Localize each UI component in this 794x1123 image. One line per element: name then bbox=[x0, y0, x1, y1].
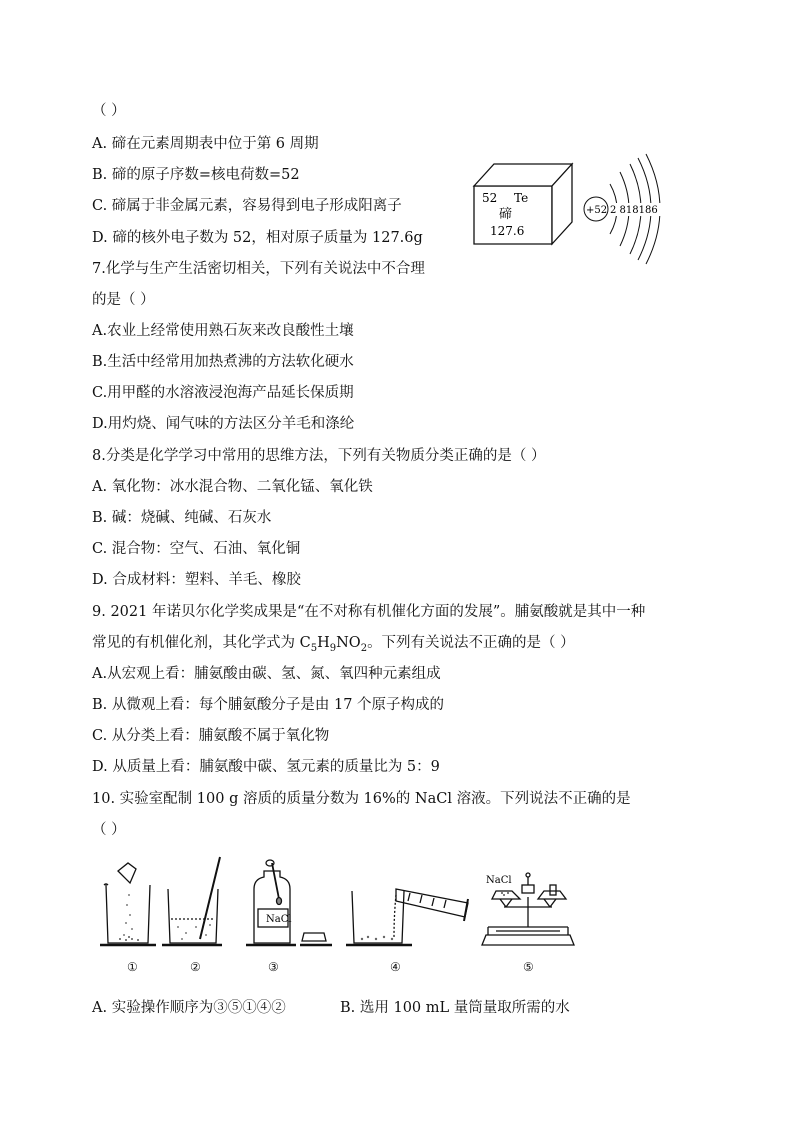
element-name: 碲 bbox=[499, 207, 513, 222]
caption-5: ⑤ bbox=[523, 960, 534, 974]
q8-option-d: D. 合成材料：塑料、羊毛、橡胶 bbox=[92, 572, 301, 588]
q10-option-b: B. 选用 100 mL 量筒量取所需的水 bbox=[340, 1000, 570, 1016]
q9-option-b: B. 从微观上看：每个脯氨酸分子是由 17 个原子构成的 bbox=[92, 697, 445, 713]
caption-1: ① bbox=[127, 960, 138, 974]
q7-option-a: A.农业上经常使用熟石灰来改良酸性土壤 bbox=[92, 323, 354, 339]
q7-option-b: B.生活中经常用加热煮沸的方法软化硬水 bbox=[92, 354, 354, 370]
q6-option-a: A. 碲在元素周期表中位于第 6 周期 bbox=[92, 136, 319, 152]
atom-shells: 2 818186 bbox=[610, 205, 658, 216]
q9-stem-line1: 9. 2021 年诺贝尔化学奖成果是“在不对称有机催化方面的发展”。脯氨酸就是其中一种 bbox=[92, 604, 646, 620]
caption-4: ④ bbox=[390, 960, 401, 974]
q7-option-c: C.用甲醛的水溶液浸泡海产品延长保质期 bbox=[92, 385, 354, 401]
element-card-figure bbox=[470, 158, 580, 248]
element-symbol: Te bbox=[514, 191, 529, 205]
q9-stem-line2: 常见的有机催化剂，其化学式为 $C_5H_9NO_2$。下列有关说法不正确的是（ ） bbox=[92, 635, 575, 654]
balance-label: NaCl bbox=[486, 875, 512, 886]
q10-option-a: A. 实验操作顺序为③⑤①④② bbox=[92, 1000, 286, 1016]
q8-stem: 8.分类是化学学习中常用的思维方法，下列有关物质分类正确的是（ ） bbox=[92, 448, 546, 464]
experiment-apparatus-figure bbox=[96, 855, 596, 955]
q7-stem-line2: 的是（ ） bbox=[92, 292, 155, 308]
q7-stem-line1: 7.化学与生产生活密切相关，下列有关说法中不合理 bbox=[92, 261, 425, 277]
q9-option-d: D. 从质量上看：脯氨酸中碳、氢元素的质量比为 5：9 bbox=[92, 759, 440, 775]
q10-stem-end: （ ） bbox=[92, 822, 126, 838]
q9-option-c: C. 从分类上看：脯氨酸不属于氧化物 bbox=[92, 728, 330, 744]
q6-stem-end: （ ） bbox=[92, 103, 126, 119]
q8-option-b: B. 碱：烧碱、纯碱、石灰水 bbox=[92, 510, 272, 526]
caption-3: ③ bbox=[268, 960, 279, 974]
atom-structure-figure bbox=[580, 150, 675, 268]
q6-option-d: D. 碲的核外电子数为 52，相对原子质量为 127.6g bbox=[92, 230, 423, 246]
q8-option-a: A. 氧化物：冰水混合物、二氧化锰、氧化铁 bbox=[92, 479, 373, 495]
q7-option-d: D.用灼烧、闻气味的方法区分羊毛和涤纶 bbox=[92, 416, 355, 432]
q6-option-c: C. 碲属于非金属元素，容易得到电子形成阳离子 bbox=[92, 198, 402, 214]
q9-option-a: A.从宏观上看：脯氨酸由碳、氢、氮、氧四种元素组成 bbox=[92, 666, 441, 682]
caption-2: ② bbox=[190, 960, 201, 974]
q6-option-b: B. 碲的原子序数=核电荷数=52 bbox=[92, 167, 300, 183]
bottle-label: NaCl bbox=[266, 914, 292, 925]
atom-nucleus: +52 bbox=[586, 205, 608, 216]
element-number: 52 bbox=[482, 191, 498, 205]
q8-option-c: C. 混合物：空气、石油、氧化铜 bbox=[92, 541, 301, 557]
element-mass: 127.6 bbox=[490, 224, 525, 238]
q10-stem: 10. 实验室配制 100 g 溶质的质量分数为 16%的 NaCl 溶液。下列说法不正确的是 bbox=[92, 791, 631, 807]
